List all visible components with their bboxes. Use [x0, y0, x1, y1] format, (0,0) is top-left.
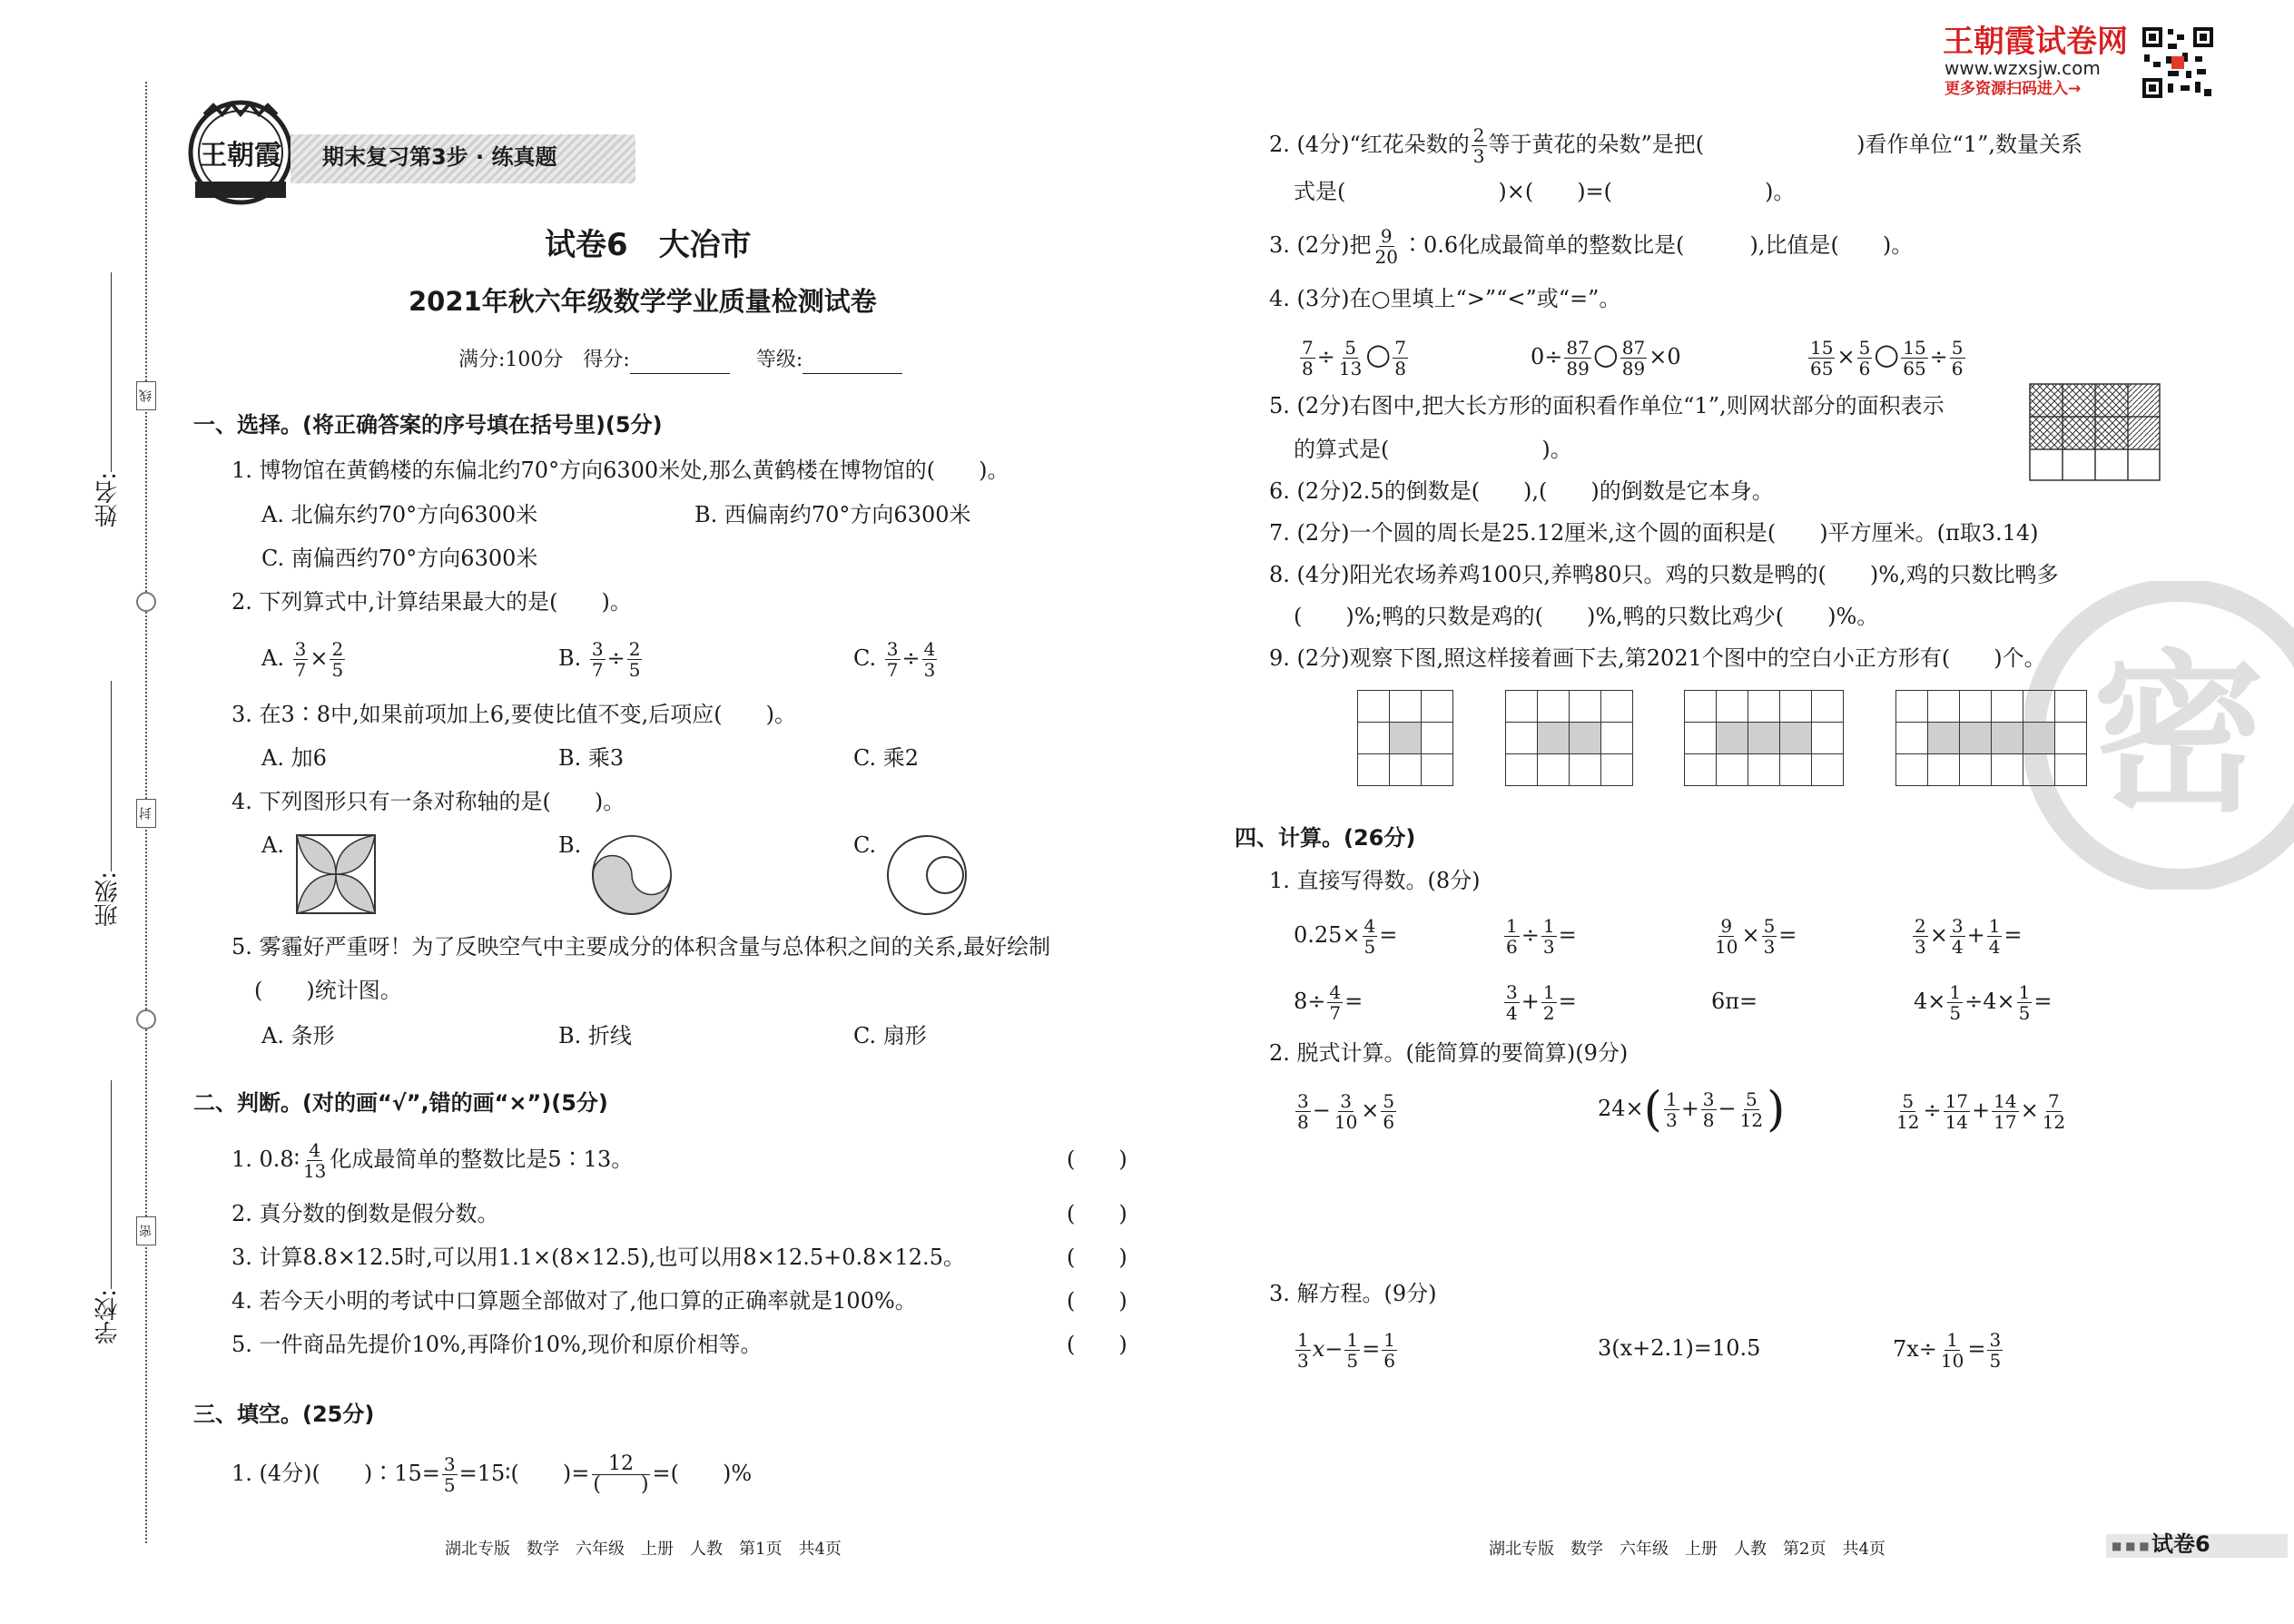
exam-title: 试卷6 大冶市 [545, 227, 752, 263]
seal-mark-seal: 封 [136, 799, 156, 828]
s1-q4-option-a[interactable]: A. [261, 832, 284, 858]
s1-q3: 3. 在3∶8中,如果前项加上6,要使比值不变,后项应( )。 [231, 702, 796, 727]
calc-7: 6π= [1711, 989, 1758, 1014]
site-url[interactable]: www.wzxsjw.com [1944, 57, 2101, 79]
s3-q1: 1. (4分)( )∶15= $\frac{3}{5}$ =15∶( )= $\frac{12}{( )}$ =( )% [231, 1452, 753, 1496]
s1-q2-option-a[interactable]: A. $\frac{3}{7}$ × $\frac{2}{5}$ [261, 638, 344, 681]
brand-logo [186, 98, 295, 207]
s1-q3-option-a[interactable]: A. 加6 [261, 745, 327, 771]
s3-q4-compare-2: 0÷ $\frac{87}{89}$ ○ $\frac{87}{89}$ ×0 [1531, 337, 1681, 379]
s2-q1: 1. 0.8∶ $\frac{4}{13}$ 化成最简单的整数比是5∶13。 [231, 1139, 634, 1182]
section-2-title: 二、判断。(对的画“√”,错的画“×”)(5分) [193, 1090, 608, 1116]
nested-circles-figure [885, 833, 969, 920]
s3-q7: 7. (2分)一个圆的周长是25.12厘米,这个圆的面积是( )平方厘米。(π取3.14) [1269, 520, 2039, 546]
name-field[interactable] [111, 272, 112, 472]
s3-q2: 2. (4分)“红花朵数的 $\frac{2}{3}$ 等于黄花的朵数”是把( )看作单位“1”,数量关系 [1269, 124, 2082, 167]
s3-q5-cont: 的算式是( )。 [1294, 437, 1572, 462]
s1-q2-option-b[interactable]: B. $\frac{3}{7}$ ÷ $\frac{2}{5}$ [558, 638, 641, 681]
section-1-title: 一、选择。(将正确答案的序号填在括号里)(5分) [193, 412, 663, 438]
s1-q3-option-c[interactable]: C. 乘2 [853, 745, 920, 771]
s4-part-3: 3. 解方程。(9分) [1269, 1281, 1437, 1306]
step-calc-1: $\frac{3}{8}$ − $\frac{3}{10}$ × $\frac{5}{6}$ [1297, 1090, 1395, 1133]
step-calc-3: $\frac{5}{12}$ ÷ $\frac{17}{14}$ + $\frac{14}{17}$ × $\frac{7}{12}$ [1896, 1090, 2066, 1133]
footer-tag: 试卷6 [2151, 1531, 2210, 1557]
s1-q1-option-b[interactable]: B. 西偏南约70°方向6300米 [694, 502, 971, 527]
s3-q3: 3. (2分)把 $\frac{9}{20}$ ∶0.6化成最简单的整数比是( ),比值是( )。 [1269, 225, 1914, 268]
s2-q5: 5. 一件商品先提价10%,再降价10%,现价和原价相等。 [231, 1332, 763, 1357]
judge-answer-1[interactable]: ( ) [1067, 1147, 1127, 1172]
logo-text: 王朝霞 [200, 140, 281, 172]
s1-q5-option-b[interactable]: B. 折线 [558, 1023, 632, 1048]
s1-q1: 1. 博物馆在黄鹤楼的东偏北约70°方向6300米处,那么黄鹤楼在博物馆的( )。 [231, 458, 1009, 483]
yin-yang-figure [590, 833, 674, 920]
name-label: 姓名: [94, 472, 122, 527]
calc-5: 8÷ $\frac{4}{7}$ = [1294, 981, 1364, 1024]
s3-q8-cont: ( )%;鸭的只数是鸡的( )%,鸭的只数比鸡少( )%。 [1294, 604, 1879, 629]
compare-circle[interactable]: ○ [1874, 337, 1900, 371]
s3-q4: 4. (3分)在○里填上“>”“<”或“=”。 [1269, 286, 1621, 311]
s1-q2-option-c[interactable]: C. $\frac{3}{7}$ ÷ $\frac{4}{3}$ [853, 638, 936, 681]
judge-answer-3[interactable]: ( ) [1067, 1245, 1127, 1270]
s1-q5-option-c[interactable]: C. 扇形 [853, 1023, 927, 1048]
calc-8: 4× $\frac{1}{5}$ ÷4× $\frac{1}{5}$ = [1914, 981, 2053, 1024]
footer-left: 湖北专版 数学 六年级 上册 人教 第1页 共4页 [445, 1540, 842, 1559]
s1-q4-option-c[interactable]: C. [853, 832, 877, 858]
pattern-figure-1 [1357, 690, 1453, 786]
score-label: 满分:100分 得分: [458, 349, 630, 371]
seal-mark-secret: 密 [136, 1216, 156, 1245]
s3-q9: 9. (2分)观察下图,照这样接着画下去,第2021个图中的空白小正方形有( )个。 [1269, 645, 2046, 671]
binding-hole [136, 1009, 156, 1029]
s2-q2: 2. 真分数的倒数是假分数。 [231, 1201, 499, 1226]
calc-1: 0.25× $\frac{4}{5}$ = [1294, 915, 1398, 958]
step-calc-2: 24×( $\frac{1}{3}$ + $\frac{3}{8}$ − $\frac{5}{12}$ ) [1598, 1082, 1786, 1137]
calc-6: $\frac{3}{4}$ + $\frac{1}{2}$ = [1506, 981, 1577, 1024]
score-line [458, 347, 902, 374]
s3-q5: 5. (2分)右图中,把大长方形的面积看作单位“1”,则网状部分的面积表示 [1269, 393, 1944, 418]
binding-hole [136, 592, 156, 612]
equation-2: 3(x+2.1)=10.5 [1598, 1335, 1761, 1361]
s3-q2-cont: 式是( )×( )=( )。 [1294, 179, 1796, 204]
s4-part-1: 1. 直接写得数。(8分) [1269, 868, 1481, 893]
score-field[interactable] [630, 353, 730, 374]
calc-4: $\frac{2}{3}$ × $\frac{3}{4}$ + $\frac{1}{4}$ = [1915, 915, 2023, 958]
site-tagline: 更多资源扫码进入→ [1944, 80, 2082, 98]
class-field[interactable] [111, 681, 112, 871]
s2-q3: 3. 计算8.8×12.5时,可以用1.1×(8×12.5),也可以用8×12.5+0.8×12.5。 [231, 1245, 965, 1270]
seal-mark-line: 线 [136, 381, 156, 410]
grade-label: 等级: [755, 349, 803, 371]
s1-q3-option-b[interactable]: B. 乘3 [558, 745, 625, 771]
net-area-rectangle-figure [2029, 383, 2161, 485]
compare-circle[interactable]: ○ [1592, 337, 1619, 371]
s1-q5-option-a[interactable]: A. 条形 [261, 1023, 335, 1048]
s1-q2: 2. 下列算式中,计算结果最大的是( )。 [231, 589, 632, 615]
class-label: 班级: [94, 871, 122, 927]
pattern-figure-3 [1684, 690, 1844, 786]
pattern-figure-2 [1505, 690, 1633, 786]
school-label: 学校: [94, 1289, 122, 1344]
banner-title: 期末复习第3步 · 练真题 [322, 144, 557, 170]
s3-q4-compare-1: $\frac{7}{8}$ ÷ $\frac{5}{13}$ ○ $\frac{7}{8}$ [1302, 337, 1406, 379]
qr-code-icon[interactable] [2141, 25, 2215, 103]
site-name: 王朝霞试卷网 [1943, 24, 2128, 60]
equation-1: $\frac{1}{3}$ x− $\frac{1}{5}$ = $\frac{1}{6}$ [1297, 1329, 1395, 1372]
s2-q4: 4. 若今天小明的考试中口算题全部做对了,他口算的正确率就是100%。 [231, 1288, 917, 1314]
judge-answer-4[interactable]: ( ) [1067, 1288, 1127, 1314]
grade-field[interactable] [802, 353, 902, 374]
compare-circle[interactable]: ○ [1365, 337, 1392, 371]
calc-2: $\frac{1}{6}$ ÷ $\frac{1}{3}$ = [1506, 915, 1577, 958]
footer-right: 湖北专版 数学 六年级 上册 人教 第2页 共4页 [1489, 1540, 1885, 1559]
svg-text:密: 密 [2092, 635, 2266, 835]
section-4-title: 四、计算。(26分) [1235, 825, 1416, 851]
judge-answer-5[interactable]: ( ) [1067, 1332, 1127, 1357]
s1-q4-option-b[interactable]: B. [558, 832, 582, 858]
footer-tag-dots: ■ ■ ■ [2112, 1540, 2150, 1552]
s1-q1-option-c[interactable]: C. 南偏西约70°方向6300米 [261, 546, 538, 571]
section-3-title: 三、填空。(25分) [193, 1402, 375, 1427]
s1-q5-cont: ( )统计图。 [254, 978, 402, 1003]
s3-q6: 6. (2分)2.5的倒数是( ),( )的倒数是它本身。 [1269, 478, 1774, 504]
pattern-figure-4 [1895, 690, 2087, 786]
calc-3: $\frac{9}{10}$ × $\frac{5}{3}$ = [1715, 915, 1797, 958]
school-field[interactable] [111, 1080, 112, 1289]
judge-answer-2[interactable]: ( ) [1067, 1201, 1127, 1226]
s3-q8: 8. (4分)阳光农场养鸡100只,养鸭80只。鸡的只数是鸭的( )%,鸡的只数比鸭多 [1269, 562, 2059, 587]
four-petal-square-figure [295, 833, 377, 919]
equation-3: 7x÷ $\frac{1}{10}$ = $\frac{3}{5}$ [1893, 1329, 2002, 1372]
s4-part-2: 2. 脱式计算。(能简算的要简算)(9分) [1269, 1040, 1629, 1066]
s1-q5: 5. 雾霾好严重呀！为了反映空气中主要成分的体积含量与总体积之间的关系,最好绘制 [231, 934, 1051, 960]
s1-q1-option-a[interactable]: A. 北偏东约70°方向6300米 [261, 502, 538, 527]
s3-q4-compare-3: $\frac{15}{65}$ × $\frac{5}{6}$ ○ $\frac{15}{65}$ ÷ $\frac{5}{6}$ [1810, 337, 1964, 379]
exam-subtitle: 2021年秋六年级数学学业质量检测试卷 [409, 286, 877, 317]
s1-q4: 4. 下列图形只有一条对称轴的是( )。 [231, 789, 625, 814]
